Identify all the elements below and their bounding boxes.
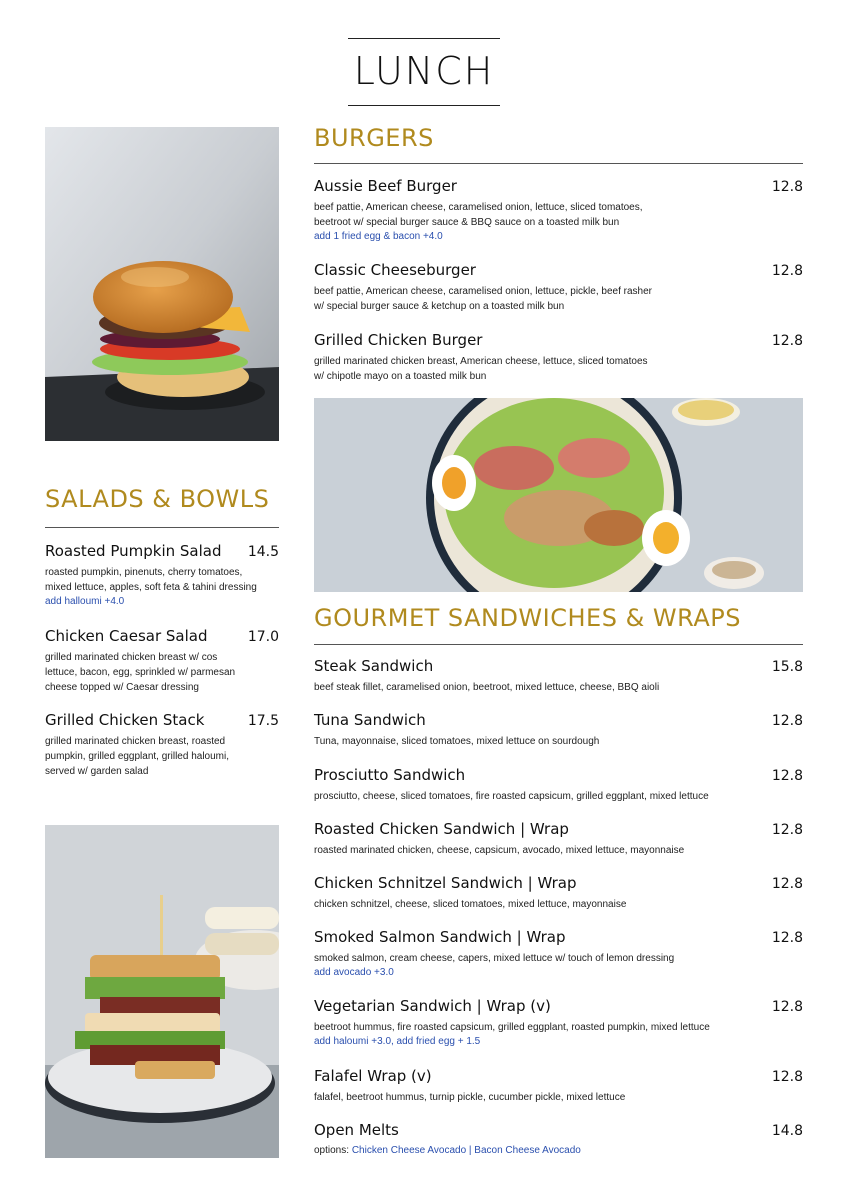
item-name: Grilled Chicken Stack xyxy=(45,711,205,729)
menu-item xyxy=(314,711,803,749)
section-title-sandwiches: GOURMET SANDWICHES & WRAPS xyxy=(314,604,741,632)
page-title-block xyxy=(348,38,500,106)
item-name: Roasted Pumpkin Salad xyxy=(45,542,222,560)
item-name: Chicken Schnitzel Sandwich | Wrap xyxy=(314,874,577,892)
options-label: options: xyxy=(314,1145,352,1156)
item-name: Roasted Chicken Sandwich | Wrap xyxy=(314,820,569,838)
menu-item xyxy=(45,542,279,609)
item-addon: add haloumi +3.0, add fried egg + 1.5 xyxy=(314,1036,481,1047)
steak-sandwich-photo xyxy=(45,825,279,1158)
item-price: 15.8 xyxy=(771,659,803,675)
divider xyxy=(314,163,803,164)
item-price: 12.8 xyxy=(771,999,803,1015)
item-name: Grilled Chicken Burger xyxy=(314,331,483,349)
item-price: 14.5 xyxy=(247,544,279,560)
menu-item xyxy=(314,1067,803,1105)
item-name: Steak Sandwich xyxy=(314,657,434,675)
item-description: grilled marinated chicken breast, American cheese, lettuce, sliced tomatoes w/ chipotle mayo on a toasted milk bun xyxy=(314,356,648,382)
item-price: 12.8 xyxy=(771,713,803,729)
item-price: 12.8 xyxy=(771,333,803,349)
menu-item xyxy=(45,627,279,695)
item-description: chicken schnitzel, cheese, sliced tomatoes, mixed lettuce, mayonnaise xyxy=(314,899,627,910)
menu-item xyxy=(314,874,803,912)
menu-item xyxy=(314,928,803,980)
item-description: roasted marinated chicken, cheese, capsicum, avocado, mixed lettuce, mayonnaise xyxy=(314,845,685,856)
item-addon: add halloumi +4.0 xyxy=(45,596,125,607)
item-description: grilled marinated chicken breast, roasted pumpkin, grilled eggplant, grilled haloumi, served w/ garden salad xyxy=(45,736,229,777)
item-price: 17.5 xyxy=(247,713,279,729)
section-title-salads: SALADS & BOWLS xyxy=(45,485,270,513)
item-addon: add 1 fried egg & bacon +4.0 xyxy=(314,231,443,242)
item-description: beef pattie, American cheese, caramelised onion, lettuce, pickle, beef rasher w/ special burger sauce & ketchup on a toasted milk bun xyxy=(314,286,652,312)
item-description: roasted pumpkin, pinenuts, cherry tomatoes, mixed lettuce, apples, soft feta & tahini dressing xyxy=(45,567,257,593)
item-addon: add avocado +3.0 xyxy=(314,967,394,978)
menu-item xyxy=(314,657,803,695)
item-description: smoked salmon, cream cheese, capers, mixed lettuce w/ touch of lemon dressing xyxy=(314,953,675,964)
item-name: Smoked Salmon Sandwich | Wrap xyxy=(314,928,566,946)
burger-photo xyxy=(45,127,279,441)
item-options xyxy=(314,1144,803,1158)
item-price: 12.8 xyxy=(771,179,803,195)
item-description: beef steak fillet, caramelised onion, beetroot, mixed lettuce, cheese, BBQ aioli xyxy=(314,682,660,693)
menu-item xyxy=(314,997,803,1049)
item-description: prosciutto, cheese, sliced tomatoes, fire roasted capsicum, grilled eggplant, mixed lettuce xyxy=(314,791,709,802)
item-price: 17.0 xyxy=(247,629,279,645)
item-description: beetroot hummus, fire roasted capsicum, grilled eggplant, roasted pumpkin, mixed lettuce xyxy=(314,1022,710,1033)
menu-item xyxy=(45,711,279,779)
item-name: Falafel Wrap (v) xyxy=(314,1067,432,1085)
menu-item xyxy=(314,820,803,858)
item-price: 12.8 xyxy=(771,768,803,784)
item-price: 14.8 xyxy=(771,1123,803,1139)
menu-item xyxy=(314,177,803,244)
menu-item xyxy=(314,1121,803,1158)
options-list: Chicken Cheese Avocado | Bacon Cheese Avocado xyxy=(351,1145,581,1156)
menu-item xyxy=(314,766,803,804)
item-description: grilled marinated chicken breast w/ cos lettuce, bacon, egg, sprinkled w/ parmesan cheese topped w/ Caesar dressing xyxy=(45,652,236,693)
item-price: 12.8 xyxy=(771,876,803,892)
item-price: 12.8 xyxy=(771,930,803,946)
item-price: 12.8 xyxy=(771,263,803,279)
item-name: Classic Cheeseburger xyxy=(314,261,476,279)
item-name: Aussie Beef Burger xyxy=(314,177,457,195)
menu-item xyxy=(314,261,803,314)
divider xyxy=(314,644,803,645)
item-description: beef pattie, American cheese, caramelised onion, lettuce, sliced tomatoes, beetroot w/ special burger sauce & BBQ sauce on a toasted milk bun xyxy=(314,202,643,228)
divider xyxy=(45,527,279,528)
item-name: Chicken Caesar Salad xyxy=(45,627,208,645)
item-price: 12.8 xyxy=(771,822,803,838)
item-name: Vegetarian Sandwich | Wrap (v) xyxy=(314,997,551,1015)
item-price: 12.8 xyxy=(771,1069,803,1085)
item-description: Tuna, mayonnaise, sliced tomatoes, mixed lettuce on sourdough xyxy=(314,736,600,747)
section-title-burgers: BURGERS xyxy=(314,124,434,152)
item-name: Open Melts xyxy=(314,1121,399,1139)
item-name: Prosciutto Sandwich xyxy=(314,766,466,784)
item-name: Tuna Sandwich xyxy=(314,711,426,729)
menu-item xyxy=(314,331,803,384)
caesar-salad-photo xyxy=(314,398,803,592)
item-description: falafel, beetroot hummus, turnip pickle, cucumber pickle, mixed lettuce xyxy=(314,1092,626,1103)
page-title: LUNCH xyxy=(353,49,495,93)
